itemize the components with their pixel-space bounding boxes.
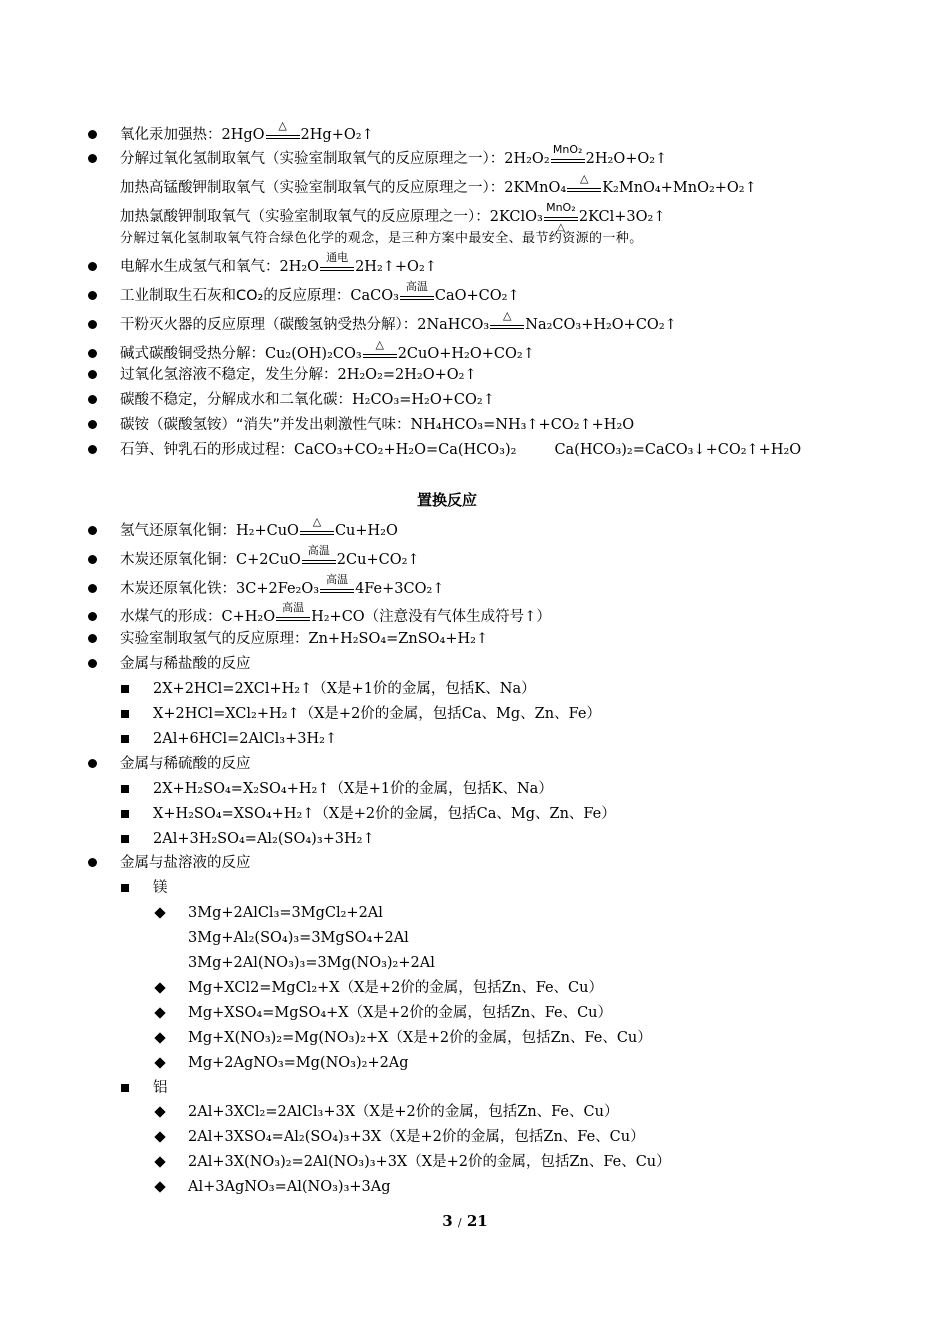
bullet-square-icon	[121, 685, 129, 693]
bullet-dot-icon	[88, 526, 97, 535]
page-number: 3 / 21	[442, 1212, 488, 1230]
bullet-diamond-icon	[154, 1057, 165, 1068]
bullet-diamond-icon	[154, 1131, 165, 1142]
condition-mark: 高温	[302, 549, 336, 571]
bullet-square-icon	[121, 835, 129, 843]
bullet-dot-icon	[88, 262, 97, 271]
bullet-dot-icon	[88, 154, 97, 163]
bullet-dot-icon	[88, 395, 97, 404]
bullet-dot-icon	[88, 349, 97, 358]
condition-mark: △	[300, 520, 334, 542]
bullet-dot-icon	[88, 555, 97, 564]
bullet-square-icon	[121, 785, 129, 793]
bullet-diamond-icon	[154, 982, 165, 993]
bullet-dot-icon	[88, 858, 97, 867]
condition-mark: △	[490, 314, 524, 336]
bullet-square-icon	[121, 1084, 129, 1092]
bullet-dot-icon	[88, 659, 97, 668]
bullet-dot-icon	[88, 612, 97, 621]
bullet-dot-icon	[88, 130, 97, 139]
bullet-dot-icon	[88, 320, 97, 329]
bullet-dot-icon	[88, 370, 97, 379]
bullet-diamond-icon	[154, 1156, 165, 1167]
bullet-square-icon	[121, 810, 129, 818]
condition-mark: △	[266, 124, 300, 146]
bullet-dot-icon	[88, 634, 97, 643]
document-page: 氧化汞加强热：2HgO △ 2Hg+O₂↑ 分解过氧化氢制取氧气（实验室制取氧气的反应原理之一）：2H₂O₂ MnO₂ 2H₂O+O₂↑ 加热高锰酸钾制取氧气（实验室制取氧气的反应原理之一）：2KMnO₄ △ K₂MnO₄+MnO₂+O₂↑ 加热氯酸钾制取氧气（实验室制取氧气的反应原理之一）：2KClO₃ MnO₂ △ 2KCl+3O₂↑ 分解过氧化氢制取氧气符合绿色化学的观念，是三种方案中最安全、最节约资源的一种。 电解水生成氢气和氧气：2H₂O 通电 2H₂↑+O₂↑ 工业制取生石灰和CO₂的反应原理：CaCO₃ 高温 CaO+CO₂↑ 干粉灭火器的反应原理（碳酸氢钠受热分解）：2NaHCO₃ △ Na₂CO₃+H₂O+CO₂↑ 碱式碳酸铜受热分解：Cu₂(OH)₂CO₃ △ 2CuO+H₂O+CO₂↑ 过氧化氢溶液不稳定，发生分解：2H₂O₂=2H₂O+O₂↑ 碳酸不稳定，分解成水和二氧化碳：H₂CO₃=H₂O+CO₂↑ 碳铵（碳酸氢铵）“消失”并发出刺激性气味：NH₄HCO₃=NH₃↑+CO₂↑+H₂O 石笋、钟乳石的形成过程：CaCO₃+CO₂+H₂O=Ca(HCO₃)₂ Ca(HCO₃)₂=CaCO₃↓+CO₂↑+H₂O 置换反应 氢气还原氧化铜：H₂+CuO △ Cu+H₂O 木炭还原氧化铜：C+2CuO 高温 2Cu+CO₂↑ 木炭还原氧化铁：3C+2Fe₂O₃ 高温 4Fe+3CO₂↑ 水煤气的形成：C+H₂O 高温 H₂+CO（注意没有气体生成符号↑） 实验室制取氢气的反应原理：Zn+H₂SO₄=ZnSO₄+H₂↑ 金属与稀盐酸的反应 2X+2HCl=2XCl+H₂↑（X是+1价的金属，包括K、Na） X+2HCl=XCl₂+H₂↑（X是+2价的金属，包括Ca、Mg、Zn、Fe） 2Al+6HCl=2AlCl₃+3H₂↑ 金属与稀硫酸的反应 2X+H₂SO₄=X₂SO₄+H₂↑（X是+1价的金属，包括K、Na） X+H₂SO₄=XSO₄+H₂↑（X是+2价的金属，包括Ca、Mg、Zn、Fe） 2Al+3H₂SO₄=Al₂(SO₄)₃+3H₂↑ 金属与盐溶液的反应 镁 3Mg+2AlCl₃=3MgCl₂+2Al 3Mg+Al₂(SO₄)₃=3MgSO₄+2Al 3Mg+2Al(NO₃)₃=3Mg(NO₃)₂+2Al Mg+XCl2=MgCl₂+X（X是+2价的金属，包括Zn、Fe、Cu） Mg+XSO₄=MgSO₄+X（X是+2价的金属，包括Zn、Fe、Cu） Mg+X(NO₃)₂=Mg(NO₃)₂+X（X是+2价的金属，包括Zn、Fe、Cu） Mg+2AgNO₃=Mg(NO₃)₂+2Ag 铝 2Al+3XCl₂=2AlCl₃+3X（X是+2价的金属，包括Zn、Fe、Cu） 2Al+3XSO₄=Al₂(SO₄)₃+3X（X是+2价的金属，包括Zn、Fe、Cu） 2Al+3X(NO₃)₂=2Al(NO₃)₃+3X（X是+2价的金属，包括Zn、Fe、Cu） Al+3AgNO₃=Al(NO₃)₃+3Ag 3 / 21	[0, 0, 950, 1344]
bullet-diamond-icon	[154, 1032, 165, 1043]
section-title: 置换反应	[416, 491, 477, 509]
condition-mark: 高温	[276, 606, 310, 628]
bullet-dot-icon	[88, 291, 97, 300]
bullet-square-icon	[121, 735, 129, 743]
bullet-dot-icon	[88, 420, 97, 429]
condition-mark: MnO₂	[551, 148, 585, 170]
bullet-dot-icon	[88, 584, 97, 593]
bullet-square-icon	[121, 884, 129, 892]
bullet-dot-icon	[88, 445, 97, 454]
bullet-square-icon	[121, 710, 129, 718]
condition-mark: MnO₂ △	[544, 206, 578, 228]
condition-mark: △	[363, 343, 397, 365]
bullet-dot-icon	[88, 759, 97, 768]
condition-mark: 高温	[320, 578, 354, 600]
bullet-diamond-icon	[154, 1007, 165, 1018]
bullet-diamond-icon	[154, 1181, 165, 1192]
condition-mark: 高温	[400, 285, 434, 307]
bullet-diamond-icon	[154, 907, 165, 918]
condition-mark: △	[567, 177, 601, 199]
condition-mark: 通电	[320, 256, 354, 278]
bullet-diamond-icon	[154, 1106, 165, 1117]
